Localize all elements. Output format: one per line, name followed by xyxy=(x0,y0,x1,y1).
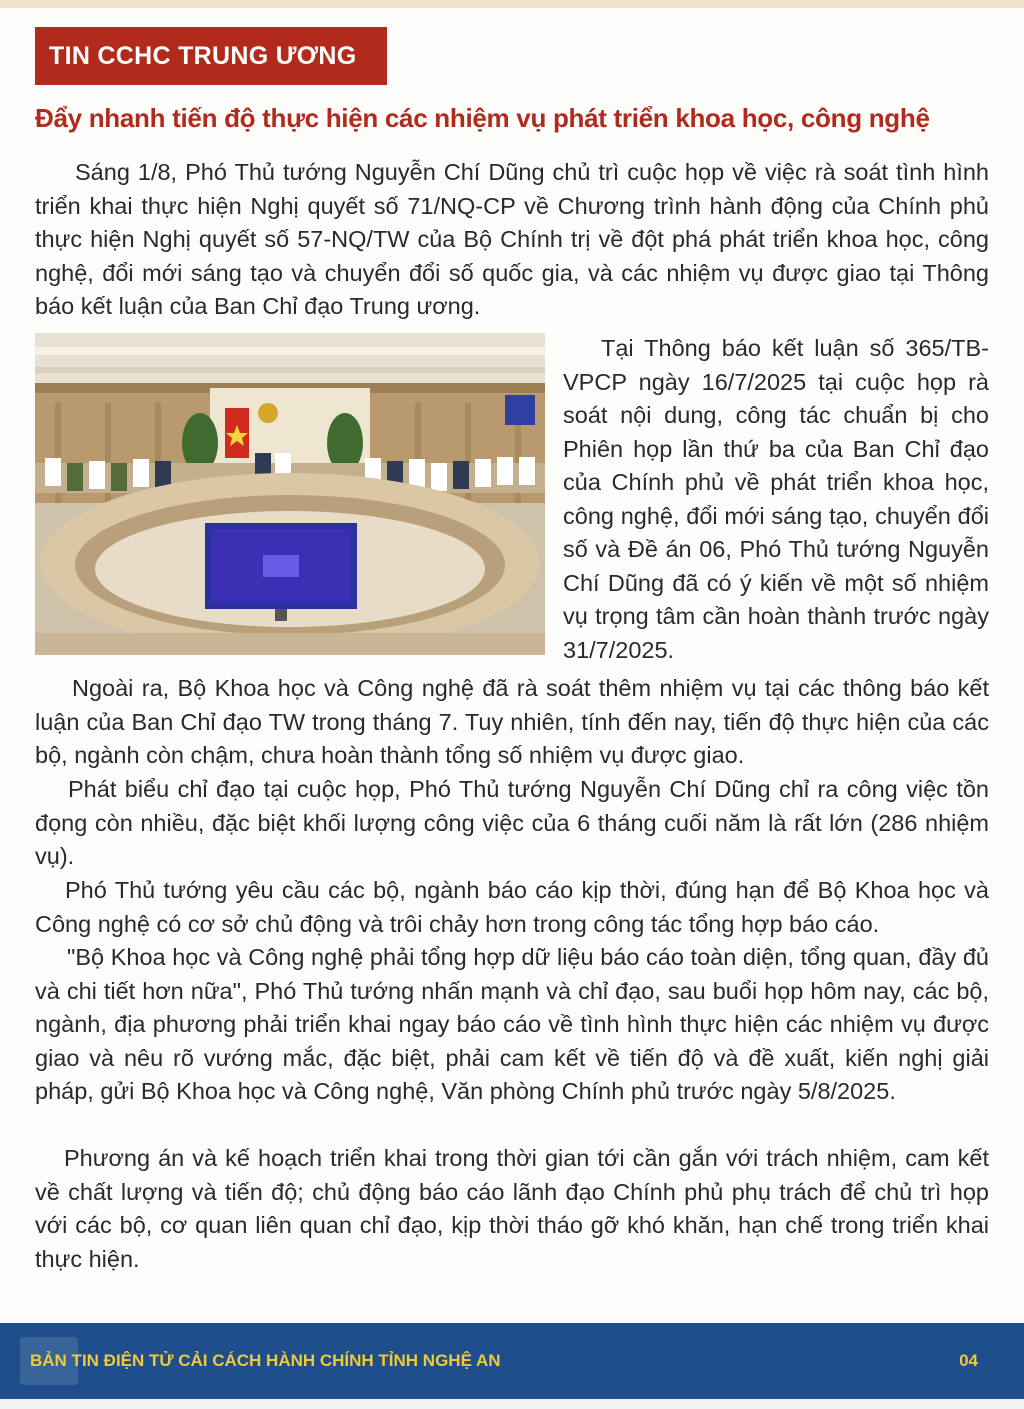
footer-bar xyxy=(0,1323,1024,1399)
article-paragraph-6: "Bộ Khoa học và Công nghệ phải tổng hợp dữ liệu báo cáo toàn diện, tổng quan, đầy đủ và chi tiết hơn nữa", Phó Thủ tướng nhấn mạnh và chỉ đạo, sau buổi họp hôm nay, các bộ, ngành, địa phương phải triển khai ngay báo cáo về tình hình thực hiện các nhiệm vụ được giao và nêu rõ vướng mắc, đặc biệt, phải cam kết về tiến độ và đề xuất, kiến nghị giải pháp, gửi Bộ Khoa học và Công nghệ, Văn phòng Chính phủ trước ngày 5/8/2025. xyxy=(35,944,989,1104)
article-paragraph-7: Phương án và kế hoạch triển khai trong thời gian tới cần gắn với trách nhiệm, cam kết về chất lượng và tiến độ; chủ động báo cáo lãnh đạo Chính phủ phụ trách để chủ trì họp với các bộ, cơ quan liên quan chỉ đạo, kịp thời tháo gỡ khó khăn, hạn chế trong triển khai thực hiện. xyxy=(35,1145,989,1272)
article-paragraph-5: Phó Thủ tướng yêu cầu các bộ, ngành báo cáo kịp thời, đúng hạn để Bộ Khoa học và Công nghệ có cơ sở chủ động và trôi chảy hơn trong công tác tổng hợp báo cáo. xyxy=(35,877,989,937)
bottom-strip xyxy=(0,1399,1024,1409)
top-strip xyxy=(0,0,1024,8)
article-paragraph-1: Sáng 1/8, Phó Thủ tướng Nguyễn Chí Dũng chủ trì cuộc họp về việc rà soát tình hình triển khai thực hiện Nghị quyết số 71/NQ-CP về Chương trình hành động của Chính phủ thực hiện Nghị quyết số 57-NQ/TW của Bộ Chính trị về đột phá phát triển khoa học, công nghệ, đổi mới sáng tạo và chuyển đổi số quốc gia, và các nhiệm vụ được giao tại Thông báo kết luận của Ban Chỉ đạo Trung ương. xyxy=(35,159,989,319)
article-headline: Đẩy nhanh tiến độ thực hiện các nhiệm vụ phát triển khoa học, công nghệ xyxy=(35,103,930,133)
footer-title: BẢN TIN ĐIỆN TỬ CẢI CÁCH HÀNH CHÍNH TỈNH NGHỆ AN xyxy=(30,1351,501,1370)
article-paragraph-3: Ngoài ra, Bộ Khoa học và Công nghệ đã rà soát thêm nhiệm vụ tại các thông báo kết luận của Ban Chỉ đạo TW trong tháng 7. Tuy nhiên, tính đến nay, tiến độ thực hiện của các bộ, ngành còn chậm, chưa hoàn thành tổng số nhiệm vụ được giao. xyxy=(35,675,989,768)
section-badge xyxy=(35,27,387,85)
meeting-photo xyxy=(35,333,545,655)
section-label: TIN CCHC TRUNG ƯƠNG xyxy=(49,41,357,70)
article-paragraph-4: Phát biểu chỉ đạo tại cuộc họp, Phó Thủ tướng Nguyễn Chí Dũng chỉ ra công việc tồn đọng còn nhiều, đặc biệt khối lượng công việc của 6 tháng cuối năm là rất lớn (286 nhiệm vụ). xyxy=(35,776,989,869)
page-number: 04 xyxy=(959,1351,978,1370)
article-paragraph-2: Tại Thông báo kết luận số 365/TB-VPCP ngày 16/7/2025 tại cuộc họp rà soát nội dung, công tác chuẩn bị cho Phiên họp lần thứ ba của Ban Chỉ đạo của Chính phủ về phát triển khoa học, công nghệ, đổi mới sáng tạo, chuyển đổi số và Đề án 06, Phó Thủ tướng Nguyễn Chí Dũng đã có ý kiến về một số nhiệm vụ trọng tâm cần hoàn thành trước ngày 31/7/2025. xyxy=(563,335,989,663)
